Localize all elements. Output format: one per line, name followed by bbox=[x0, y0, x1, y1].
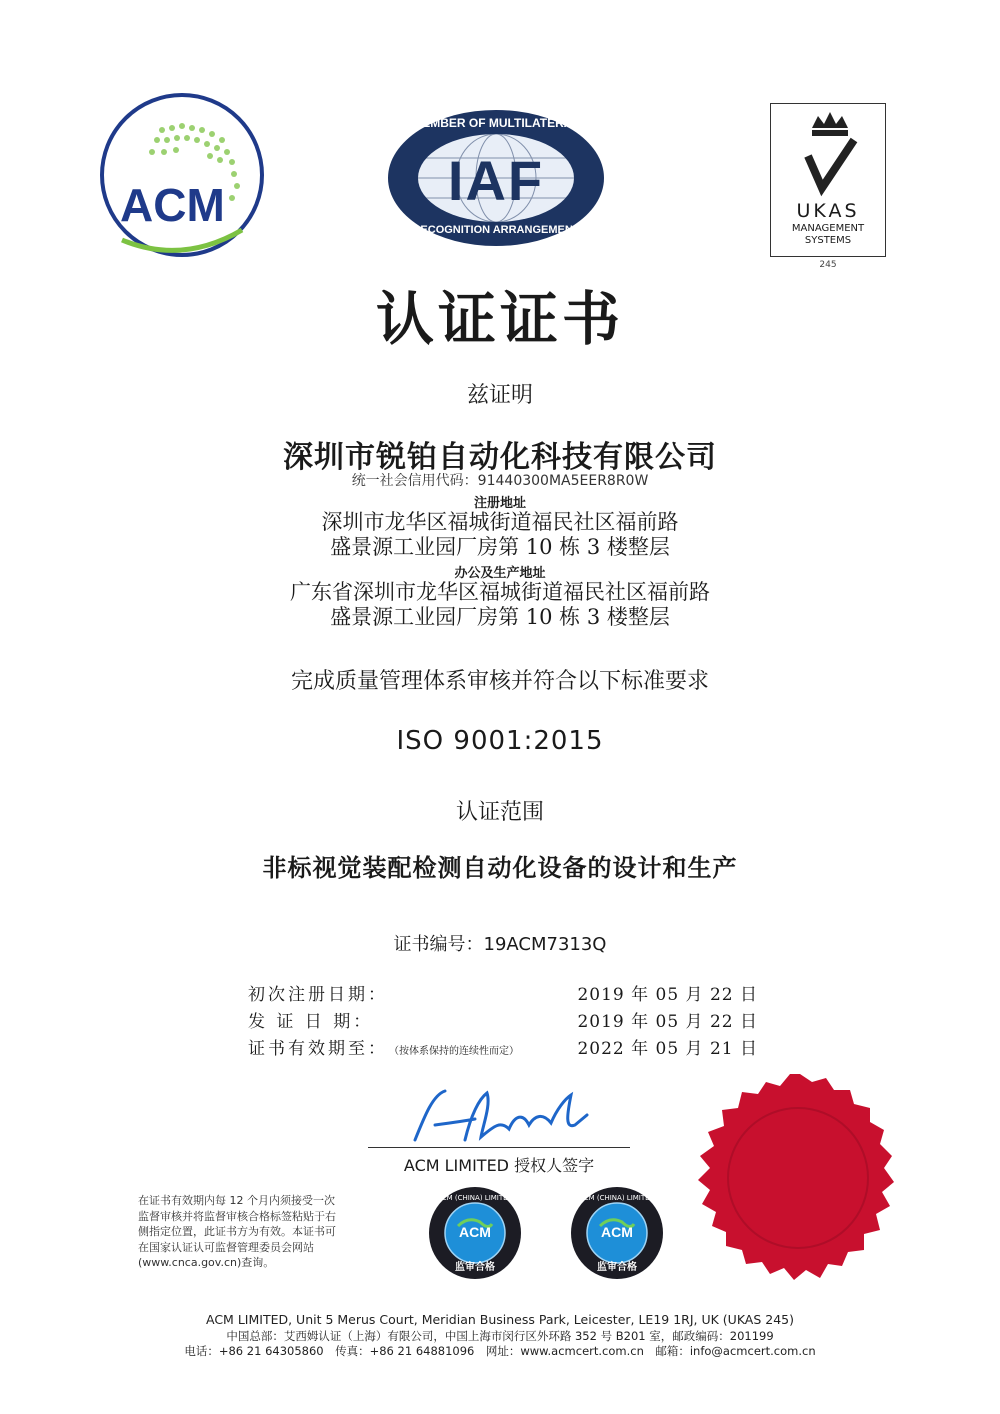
signature-caption: ACM LIMITED 授权人签字 bbox=[403, 1156, 595, 1175]
surveillance-notice bbox=[138, 1193, 374, 1271]
footer-line-uk: ACM LIMITED, Unit 5 Merus Court, Meridian Business Park, Leicester, LE19 1RJ, UK (UKAS 245) bbox=[206, 1312, 794, 1327]
reg-address-label: 注册地址 bbox=[473, 496, 526, 511]
label-center-text: ACM bbox=[459, 1224, 491, 1240]
iaf-main-text: IAF bbox=[447, 149, 545, 212]
compliance-statement: 完成质量管理体系审核并符合以下标准要求 bbox=[290, 669, 709, 694]
label-ring-text: ACM (CHINA) LIMITED bbox=[437, 1194, 513, 1202]
credit-code: 统一社会信用代码：91440300MA5EER8R0W bbox=[351, 473, 649, 489]
surveillance-label-1 bbox=[428, 1186, 522, 1280]
company-name: 深圳市锐铂自动化科技有限公司 bbox=[283, 440, 717, 475]
standard-name: ISO 9001:2015 bbox=[396, 726, 604, 756]
date-value: 2019 年 05 月 22 日 bbox=[577, 1012, 758, 1032]
ukas-sub1: MANAGEMENT bbox=[791, 223, 865, 234]
acm-logo-text: ACM bbox=[120, 179, 225, 231]
iaf-logo bbox=[386, 108, 606, 248]
signature-image bbox=[405, 1085, 595, 1147]
date-value: 2019 年 05 月 22 日 bbox=[577, 985, 758, 1005]
iaf-ring-top: MEMBER OF MULTILATERAL bbox=[412, 116, 580, 130]
iaf-ring-bottom: RECOGNITION ARRANGEMENT bbox=[412, 224, 580, 236]
date-note: （按体系保持的连续性而定） bbox=[394, 1046, 519, 1057]
crown-tick-icon bbox=[800, 110, 860, 200]
notice-line: (www.cnca.gov.cn)查询。 bbox=[138, 1256, 275, 1269]
label-bottom-text: 监审合格 bbox=[455, 1262, 495, 1273]
ukas-name: UKAS bbox=[796, 200, 860, 222]
office-address-line2: 盛景源工业园厂房第 10 栋 3 楼整层 bbox=[330, 605, 670, 629]
date-row-initial bbox=[248, 980, 758, 1006]
date-row-issue bbox=[248, 1007, 758, 1033]
ukas-sub2: SYSTEMS bbox=[804, 235, 852, 246]
signature-line bbox=[368, 1147, 630, 1148]
scope-title: 认证范围 bbox=[455, 800, 544, 825]
scope-text: 非标视觉装配检测自动化设备的设计和生产 bbox=[262, 854, 738, 882]
notice-line: 在国家认证认可监督管理委员会网站 bbox=[138, 1240, 314, 1254]
date-row-expiry bbox=[248, 1034, 758, 1060]
notice-line: 在证书有效期内每 12 个月内须接受一次 bbox=[138, 1194, 335, 1207]
date-value: 2022 年 05 月 21 日 bbox=[577, 1039, 758, 1059]
surveillance-label-2 bbox=[570, 1186, 664, 1280]
certificate-title: 认证证书 bbox=[375, 285, 624, 353]
label-bottom-text: 监审合格 bbox=[597, 1262, 637, 1273]
notice-line: 侧指定位置，此证书方为有效。本证书可 bbox=[138, 1225, 336, 1238]
hereby-text: 兹证明 bbox=[466, 383, 533, 408]
footer-line-contact: 电话：+86 21 64305860 传真：+86 21 64881096 网址：www.acmcert.com.cn 邮箱：info@acmcert.com.cn bbox=[184, 1344, 816, 1358]
acm-logo bbox=[92, 90, 272, 260]
reg-address-line2: 盛景源工业园厂房第 10 栋 3 楼整层 bbox=[330, 535, 670, 559]
date-label: 初次注册日期： bbox=[248, 985, 388, 1005]
footer-line-china: 中国总部：艾西姆认证（上海）有限公司，中国上海市闵行区外环路 352 号 B201 室，邮政编码：201199 bbox=[226, 1329, 774, 1343]
label-center-text: ACM bbox=[601, 1224, 633, 1240]
red-seal bbox=[680, 1072, 920, 1282]
label-ring-text: ACM (CHINA) LIMITED bbox=[579, 1194, 655, 1202]
office-address-line1: 广东省深圳市龙华区福城街道福民社区福前路 bbox=[290, 580, 710, 604]
office-address-label: 办公及生产地址 bbox=[454, 566, 546, 581]
notice-line: 监督审核并将监督审核合格标签粘贴于右 bbox=[138, 1209, 336, 1223]
reg-address-line1: 深圳市龙华区福城街道福民社区福前路 bbox=[321, 510, 679, 534]
date-label: 证书有效期至： （按体系保持的连续性而定） bbox=[248, 1039, 519, 1059]
certificate-number: 证书编号：19ACM7313Q bbox=[393, 934, 607, 955]
ukas-number: 245 bbox=[819, 260, 837, 270]
date-label: 发 证 日 期： bbox=[248, 1012, 374, 1032]
